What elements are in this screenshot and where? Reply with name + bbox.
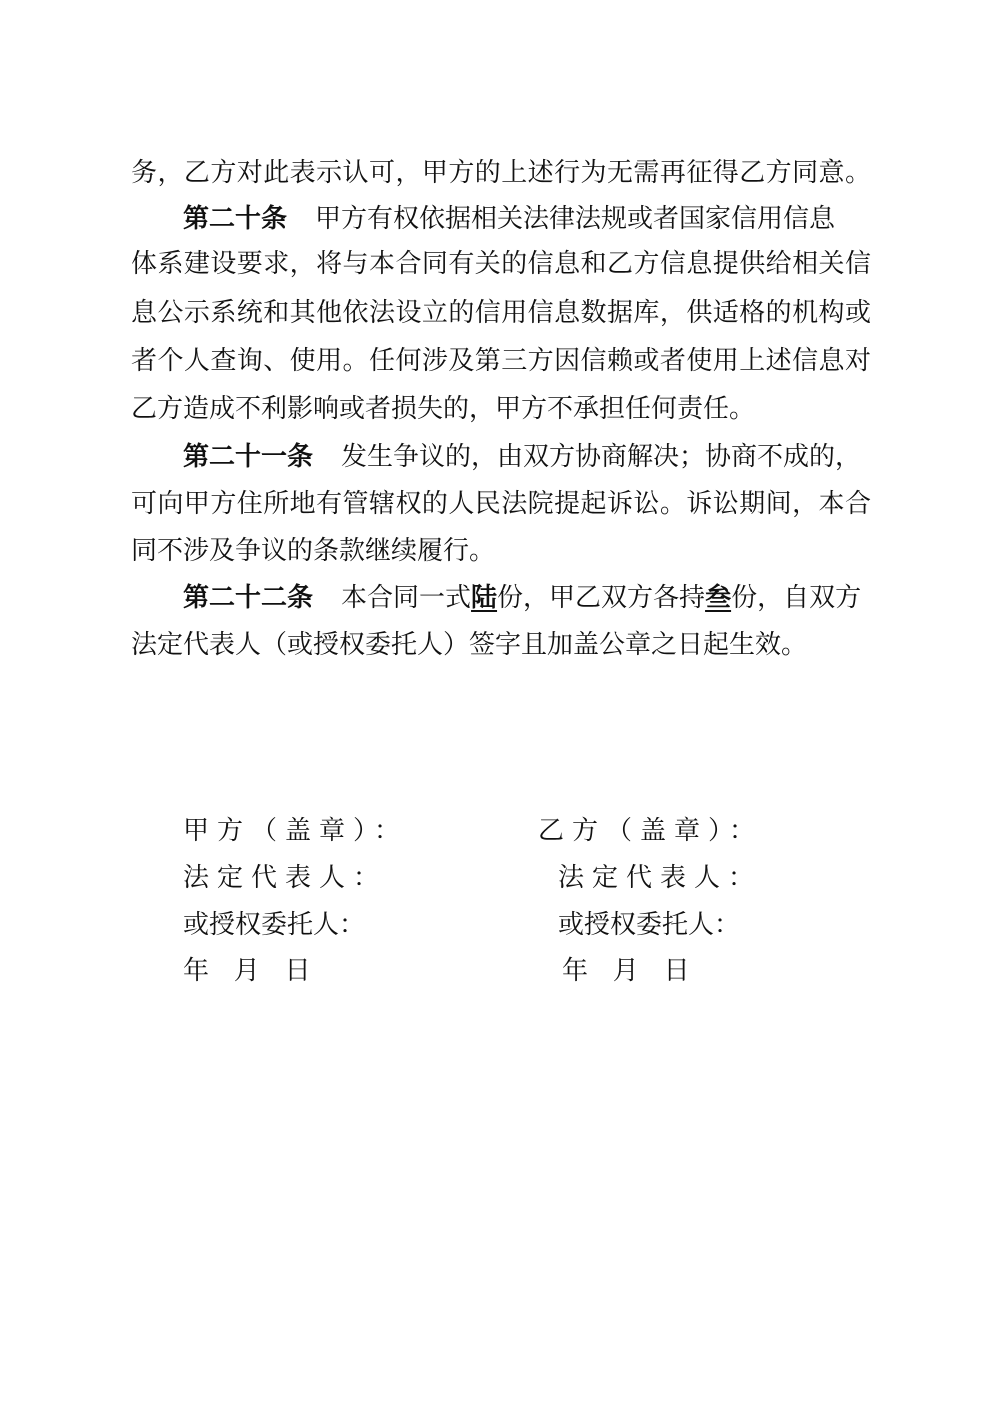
party-b-date: 年 月 日 xyxy=(562,956,690,986)
article-22-text-c: 份，自双方 xyxy=(731,583,862,613)
article-20-line-5: 乙方造成不利影响或者损失的，甲方不承担任何责任。 xyxy=(131,394,756,424)
party-b-seal-label: 乙方（盖章）： xyxy=(538,816,764,846)
article-21-text-1: 发生争议的，由双方协商解决；协商不成的， xyxy=(341,442,862,472)
article-20-line-4: 者个人查询、使用。任何涉及第三方因信赖或者使用上述信息对 xyxy=(131,346,871,376)
party-b-rep-label: 法定代表人： xyxy=(558,863,763,893)
article-21-title: 第二十一条 xyxy=(183,442,314,472)
article-22-title: 第二十二条 xyxy=(183,583,314,613)
copies-total: 陆 xyxy=(471,583,498,613)
party-b-agent-label: 或授权委托人： xyxy=(558,910,741,940)
party-a-date: 年 月 日 xyxy=(183,956,311,986)
article-20-line-2: 体系建设要求，将与本合同有关的信息和乙方信息提供给相关信 xyxy=(131,249,871,279)
article-22-text-a: 本合同一式 xyxy=(341,583,472,613)
continuation-line: 务，乙方对此表示认可，甲方的上述行为无需再征得乙方同意。 xyxy=(131,158,871,188)
article-21-line-2: 可向甲方住所地有管辖权的人民法院提起诉讼。诉讼期间，本合 xyxy=(131,489,871,519)
article-20-text-1: 甲方有权依据相关法律法规或者国家信用信息 xyxy=(315,204,836,234)
article-22-text-b: 份，甲乙双方各持 xyxy=(497,583,706,613)
party-a-rep-label: 法定代表人： xyxy=(183,863,388,893)
article-21-line-1 xyxy=(183,437,871,477)
article-21-line-3: 同不涉及争议的条款继续履行。 xyxy=(131,536,496,566)
article-20-line-3: 息公示系统和其他依法设立的信用信息数据库，供适格的机构或 xyxy=(131,298,871,328)
party-a-seal-label: 甲方（盖章）： xyxy=(183,816,409,846)
article-20-title: 第二十条 xyxy=(183,204,288,234)
article-20-line-1 xyxy=(183,199,871,239)
copies-each: 叁 xyxy=(705,583,732,613)
article-22-line-1 xyxy=(183,578,871,618)
article-22-line-2: 法定代表人（或授权委托人）签字且加盖公章之日起生效。 xyxy=(131,630,808,660)
party-a-agent-label: 或授权委托人： xyxy=(183,910,366,940)
